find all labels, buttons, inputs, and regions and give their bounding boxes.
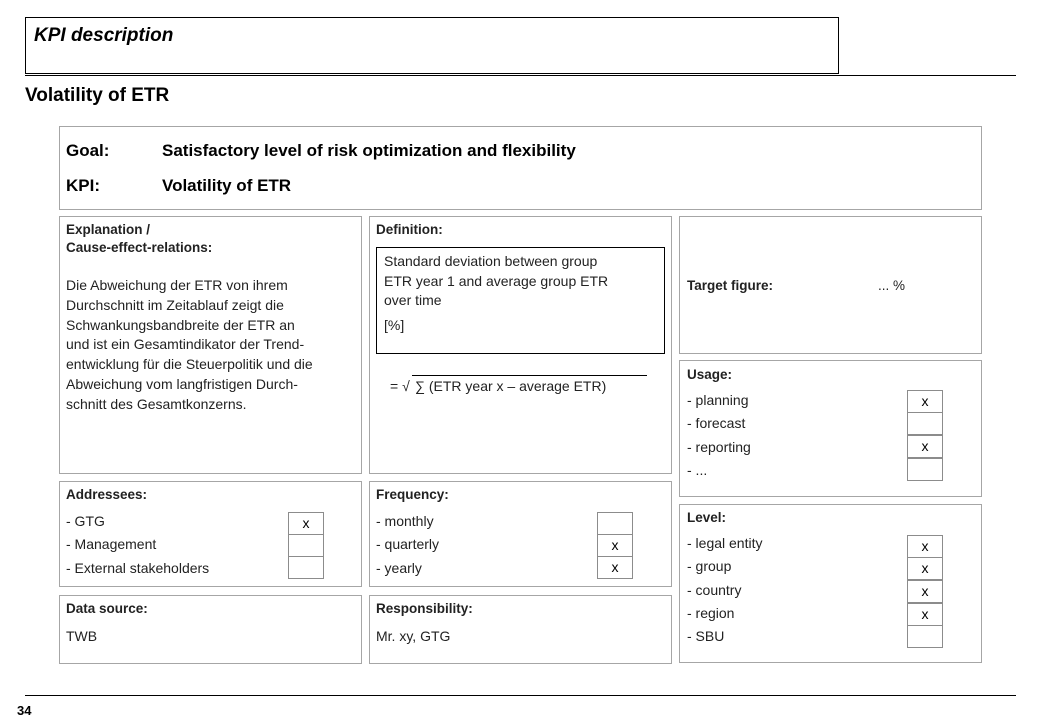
footer-rule — [25, 695, 1016, 696]
responsibility-value: Mr. xy, GTG — [376, 628, 451, 644]
addressee-checkbox-cell — [288, 534, 324, 557]
data-source-heading: Data source: — [66, 601, 148, 616]
level-item-label: - country — [687, 582, 742, 598]
frequency-item-label: - quarterly — [376, 536, 440, 552]
explanation-line: und ist ein Gesamtindikator der Trend- — [66, 336, 305, 353]
definition-unit: [%] — [384, 317, 405, 333]
level-checkbox-cell: x — [907, 603, 943, 626]
level-item-label: - legal entity — [687, 535, 763, 551]
goal-label: Goal: — [66, 141, 110, 160]
usage-checkbox-cell — [907, 412, 943, 435]
addressee-item-label: - Management — [66, 536, 157, 552]
header-rule — [25, 75, 1016, 76]
level-checkbox-cell — [907, 625, 943, 648]
level-item-label: - SBU — [687, 628, 725, 644]
frequency-item-label: - monthly — [376, 513, 434, 529]
explanation-line: schnitt des Gesamtkonzerns. — [66, 395, 247, 412]
page-number: 34 — [17, 703, 32, 718]
data-source-value: TWB — [66, 628, 98, 644]
explanation-heading-2: Cause-effect-relations: — [66, 240, 213, 255]
frequency-heading: Frequency: — [376, 487, 449, 502]
kpi-label: KPI: — [66, 176, 100, 195]
level-checkbox-cell: x — [907, 535, 943, 558]
formula-prefix: = √ — [390, 378, 410, 394]
explanation-line: entwicklung für die Steuerpolitik und die — [66, 356, 313, 373]
usage-item-label: - planning — [687, 392, 749, 408]
target-value: ... % — [878, 278, 906, 293]
usage-heading: Usage: — [687, 367, 733, 382]
explanation-line: Schwankungsbandbreite der ETR an — [66, 316, 295, 333]
explanation-line: Durchschnitt im Zeitablauf zeigt die — [66, 296, 284, 313]
level-checkbox-cell: x — [907, 557, 943, 580]
explanation-line: Abweichung vom langfristigen Durch- — [66, 375, 298, 392]
goal-box — [59, 126, 982, 210]
goal-value: Satisfactory level of risk optimization and flexibility — [162, 141, 576, 160]
level-item-label: - group — [687, 558, 732, 574]
definition-text — [384, 252, 608, 311]
usage-checkbox-cell: x — [907, 390, 943, 413]
frequency-checkbox-cell: x — [597, 556, 633, 579]
level-checkbox-cell: x — [907, 580, 943, 603]
explanation-heading-1: Explanation / — [66, 222, 151, 237]
level-item-label: - region — [687, 605, 735, 621]
explanation-line: Die Abweichung der ETR von ihrem — [66, 277, 288, 293]
addressee-item-label: - GTG — [66, 513, 105, 529]
formula-body: ∑ (ETR year x – average ETR) — [415, 378, 607, 394]
responsibility-heading: Responsibility: — [376, 601, 473, 616]
frequency-checkbox-cell: x — [597, 534, 633, 557]
target-label: Target figure: — [687, 278, 774, 293]
addressee-checkbox-cell: x — [288, 512, 324, 535]
usage-item-label: - forecast — [687, 415, 746, 431]
definition-heading: Definition: — [376, 222, 443, 237]
formula-root-bar — [412, 375, 647, 376]
addressee-item-label: - External stakeholders — [66, 560, 210, 576]
definition-line: ETR year 1 and average group ETR — [384, 272, 609, 289]
frequency-item-label: - yearly — [376, 560, 422, 576]
kpi-subtitle: Volatility of ETR — [25, 85, 170, 106]
kpi-value: Volatility of ETR — [162, 176, 292, 195]
definition-line: over time — [384, 292, 442, 308]
usage-item-label: - ... — [687, 462, 708, 478]
definition-line: Standard deviation between group — [384, 253, 598, 269]
frequency-checkbox-cell — [597, 512, 633, 535]
page-title: KPI description — [34, 25, 174, 46]
addressee-checkbox-cell — [288, 556, 324, 579]
level-heading: Level: — [687, 510, 727, 525]
explanation-text — [66, 276, 313, 415]
usage-item-label: - reporting — [687, 439, 751, 455]
usage-checkbox-cell: x — [907, 435, 943, 458]
usage-checkbox-cell — [907, 458, 943, 481]
addressees-heading: Addressees: — [66, 487, 148, 502]
